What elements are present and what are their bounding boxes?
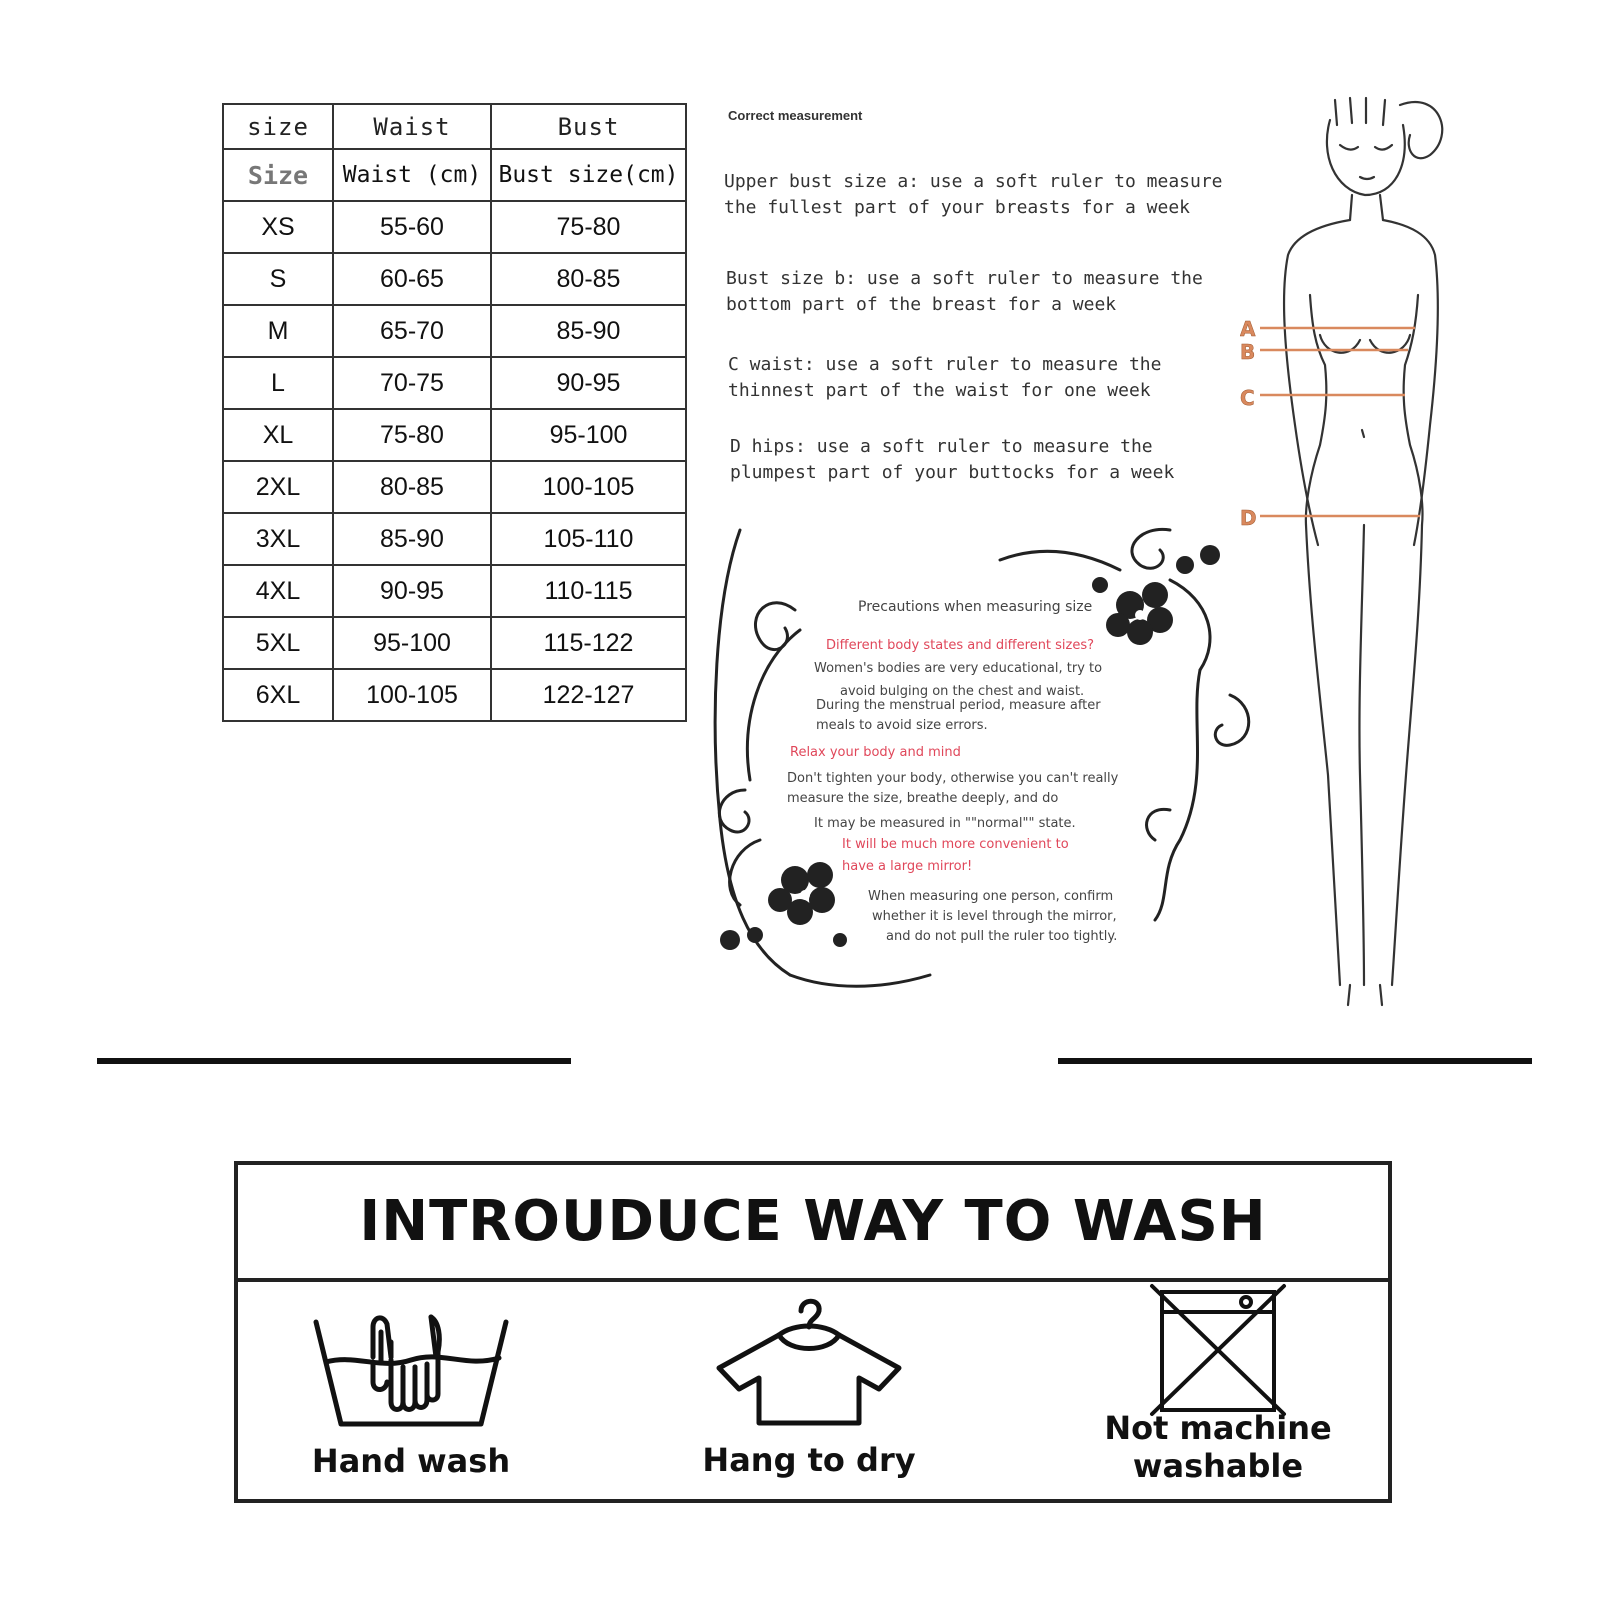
subheader-cell: Bust size(cm) — [491, 149, 686, 201]
label-b: B — [1240, 340, 1256, 364]
hand-wash-item — [296, 1302, 526, 1480]
divider-right — [1058, 1058, 1532, 1064]
precaution-text: measure the size, breathe deeply, and do — [787, 791, 1059, 806]
precaution-heading-relax: Relax your body and mind — [790, 745, 961, 760]
table-row — [223, 513, 686, 565]
precaution-heading-mirror: It will be much more convenient to — [842, 837, 1069, 852]
label-d: D — [1240, 506, 1257, 530]
waist-cell: 75-80 — [333, 409, 491, 461]
bust-cell: 75-80 — [491, 201, 686, 253]
precautions-title: Precautions when measuring size — [858, 599, 1093, 615]
header-cell: size — [223, 104, 333, 149]
table-row — [223, 565, 686, 617]
size-cell: 4XL — [223, 565, 333, 617]
no-machine-wash-item — [1088, 1282, 1348, 1485]
bust-cell: 115-122 — [491, 617, 686, 669]
table-row — [223, 461, 686, 513]
size-cell: M — [223, 305, 333, 357]
precaution-heading-mirror-2: have a large mirror! — [842, 859, 973, 874]
table-row — [223, 253, 686, 305]
size-cell: 5XL — [223, 617, 333, 669]
table-subheader-row — [223, 149, 686, 201]
table-row — [223, 617, 686, 669]
subheader-cell: Waist (cm) — [333, 149, 491, 201]
waist-cell: 55-60 — [333, 201, 491, 253]
hang-dry-item — [694, 1293, 924, 1479]
waist-cell: 95-100 — [333, 617, 491, 669]
bust-cell: 80-85 — [491, 253, 686, 305]
precaution-heading-body-states: Different body states and different sizes? — [826, 638, 1095, 653]
bust-cell: 100-105 — [491, 461, 686, 513]
label-a: A — [1240, 317, 1256, 341]
size-cell: 3XL — [223, 513, 333, 565]
waist-cell: 65-70 — [333, 305, 491, 357]
waist-cell: 80-85 — [333, 461, 491, 513]
precaution-text: meals to avoid size errors. — [816, 718, 988, 733]
size-cell: 6XL — [223, 669, 333, 721]
header-cell: Bust — [491, 104, 686, 149]
size-cell: XS — [223, 201, 333, 253]
table-header-row — [223, 104, 686, 149]
wash-instructions-box — [234, 1161, 1392, 1503]
bust-cell: 85-90 — [491, 305, 686, 357]
bust-cell: 95-100 — [491, 409, 686, 461]
precaution-text: and do not pull the ruler too tightly. — [886, 929, 1118, 944]
no-machine-wash-icon — [1148, 1282, 1288, 1417]
table-row — [223, 305, 686, 357]
precaution-text: whether it is level through the mirror, — [872, 909, 1117, 924]
table-row — [223, 201, 686, 253]
label-c: C — [1240, 386, 1255, 410]
upper-bust-instruction: Upper bust size a: use a soft ruler to measure the fullest part of your breasts for a week — [724, 171, 1223, 218]
hips-instruction: D hips: use a soft ruler to measure the plumpest part of your buttocks for a week — [730, 436, 1175, 483]
waist-cell: 85-90 — [333, 513, 491, 565]
waist-instruction: C waist: use a soft ruler to measure the thinnest part of the waist for one week — [728, 354, 1162, 401]
measurement-title: Correct measurement — [728, 108, 863, 123]
precaution-text: It may be measured in ""normal"" state. — [814, 816, 1076, 831]
waist-cell: 70-75 — [333, 357, 491, 409]
precaution-text: avoid bulging on the chest and waist. — [840, 684, 1085, 699]
bust-cell: 90-95 — [491, 357, 686, 409]
waist-cell: 100-105 — [333, 669, 491, 721]
table-row — [223, 409, 686, 461]
table-row — [223, 669, 686, 721]
wash-title: INTROUDUCE WAY TO WASH — [359, 1189, 1267, 1254]
hand-wash-label: Hand wash — [311, 1442, 511, 1480]
bust-cell: 122-127 — [491, 669, 686, 721]
hang-dry-icon — [709, 1293, 909, 1433]
size-cell: 2XL — [223, 461, 333, 513]
size-cell: L — [223, 357, 333, 409]
no-machine-wash-label-2: washable — [1132, 1447, 1304, 1485]
precaution-text: When measuring one person, confirm — [868, 889, 1114, 904]
bust-cell: 110-115 — [491, 565, 686, 617]
waist-cell: 60-65 — [333, 253, 491, 305]
figure-labels — [1240, 95, 1300, 555]
no-machine-wash-label-1: Not machine — [1104, 1409, 1332, 1447]
header-cell: Waist — [333, 104, 491, 149]
table-row — [223, 357, 686, 409]
hang-dry-label: Hang to dry — [702, 1441, 916, 1479]
size-chart-table — [222, 103, 687, 722]
bust-instruction: Bust size b: use a soft ruler to measure the bottom part of the breast for a week — [726, 268, 1203, 315]
precaution-text: Don't tighten your body, otherwise you can't really — [787, 771, 1119, 786]
size-cell: S — [223, 253, 333, 305]
hand-wash-icon — [311, 1302, 511, 1432]
waist-cell: 90-95 — [333, 565, 491, 617]
divider-left — [97, 1058, 571, 1064]
precaution-text: During the menstrual period, measure after — [816, 698, 1101, 713]
precaution-text: Women's bodies are very educational, try to — [814, 661, 1103, 676]
bust-cell: 105-110 — [491, 513, 686, 565]
wash-title-row — [238, 1165, 1388, 1282]
size-cell: XL — [223, 409, 333, 461]
subheader-cell: Size — [223, 149, 333, 201]
